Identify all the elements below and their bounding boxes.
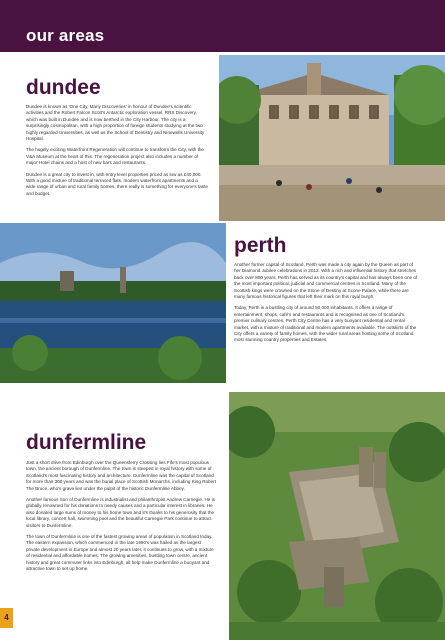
perth-heading: perth <box>234 234 287 257</box>
dundee-paragraph: Dundee is known as 'One City, Many Discoveries' in honour of Dundee's scientific activities and the Robert Falcon Scott's Antarctic exploration vessel, RRS Discovery, which was built in Dundee and is now berthed in the City Harbour. The city is a surprisingly cosmopolitan, with a high proportion of foreign students studying at the two highly regarded Universities, as well as the School of Dentistry and Ninewells University Hospital. <box>26 104 205 142</box>
dundee-city-square-photo <box>219 55 445 221</box>
page-header <box>0 0 445 52</box>
dundee-photo-illustration <box>219 55 445 221</box>
dundee-heading: dundee <box>26 76 101 99</box>
dundee-paragraph: Dundee is a great city to invest in, with entry level properties priced as low as £40,000. With a good mixture of traditional terraced flats, modern waterfront apartments and a wide range of urban and rural family homes, there really is something for everyone's taste and budget. <box>26 171 208 196</box>
dunfermline-text <box>26 460 216 578</box>
dunfermline-heading: dunfermline <box>26 431 147 454</box>
page-title: our areas <box>26 26 105 45</box>
perth-paragraph: Today, Perth is a bustling city of around 50,000 inhabitants. It offers a range of entertainment, shops, café's and restaurants and is recognised as one of Scotland's premier culinary centres. Perth City Centre has a very buoyant residential and rental market, with a mixture of traditional and modern apartments available. The outskirts of the City offers a variety of family homes, with the wider rural areas hosting some of Scotland most stunning country properties and Estates. <box>234 305 417 343</box>
dunfermline-paragraph: The town of Dunfermline is one of the fastest growing areas of population in Scotland today. The eastern expansion, which commenced in the late 1990's was hailed as the largest private development in Europe and almost 20 years later, it continues to grow, with a mixture of residential and affordable homes. The growing amenities, bustling town centre, ancient history and great commuter links into Edinburgh, all help make Dunfermline a buoyant and attractive town to set up home. <box>26 534 214 572</box>
dunfermline-abbey-photo <box>229 392 445 640</box>
dunfermline-paragraph: Another famous Son of Dunfermline is industrialist and philanthropist Andrew Carnegie. He is globally renowned for his donations to needy causes and a particular interest in libraries. He also donated large sums of money to his home town and it's thanks to his generosity that the local library, concert hall, swimming pool and the beautiful Carnegie Park continue to attract visitors to Dunfermline. <box>26 497 215 528</box>
perth-paragraph: Another former capital of Scotland, Perth was made a city again by the Queen as part of her Diamond Jubilee celebrations in 2012. With a rich and influential history that stretches back over 800 years, Perth has served as its country's capital and has always been one of the most important political, judicial and commercial centres in Scotland. Many of the Scottish kings were crowned on the Stone of Destiny at Scone Palace, while there are many famous historical figures that left their mark on this royal burgh. <box>234 262 418 300</box>
dundee-paragraph: The hugely exciting Waterfront Regeneration will continue to transform the City, with the V&A Museum at the heart of this. The regeneration project also includes a number of major Hotel chains and a host of new bars and restaurants. <box>26 147 204 166</box>
dunfermline-paragraph: Just a short drive from Edinburgh over the Queensferry Crossing lies Fife's most populous town, the ancient borough of Dunfermline. The town is steeped in royal history with some of Scotland's most fascinating history and architecture. Dunfermline was the capital of Scotland for more than 300 years and was the burial place of Scottish Monarchs, including King Robert The Bruce, who's grave lies under the pulpit of the historic Dunfermline Abbey. <box>26 460 216 491</box>
perth-text <box>234 262 420 349</box>
dundee-text <box>26 104 208 202</box>
dunfermline-photo-illustration <box>229 392 445 640</box>
perth-river-photo <box>0 223 226 383</box>
perth-photo-illustration <box>0 223 226 383</box>
page-number: 4 <box>0 608 13 628</box>
